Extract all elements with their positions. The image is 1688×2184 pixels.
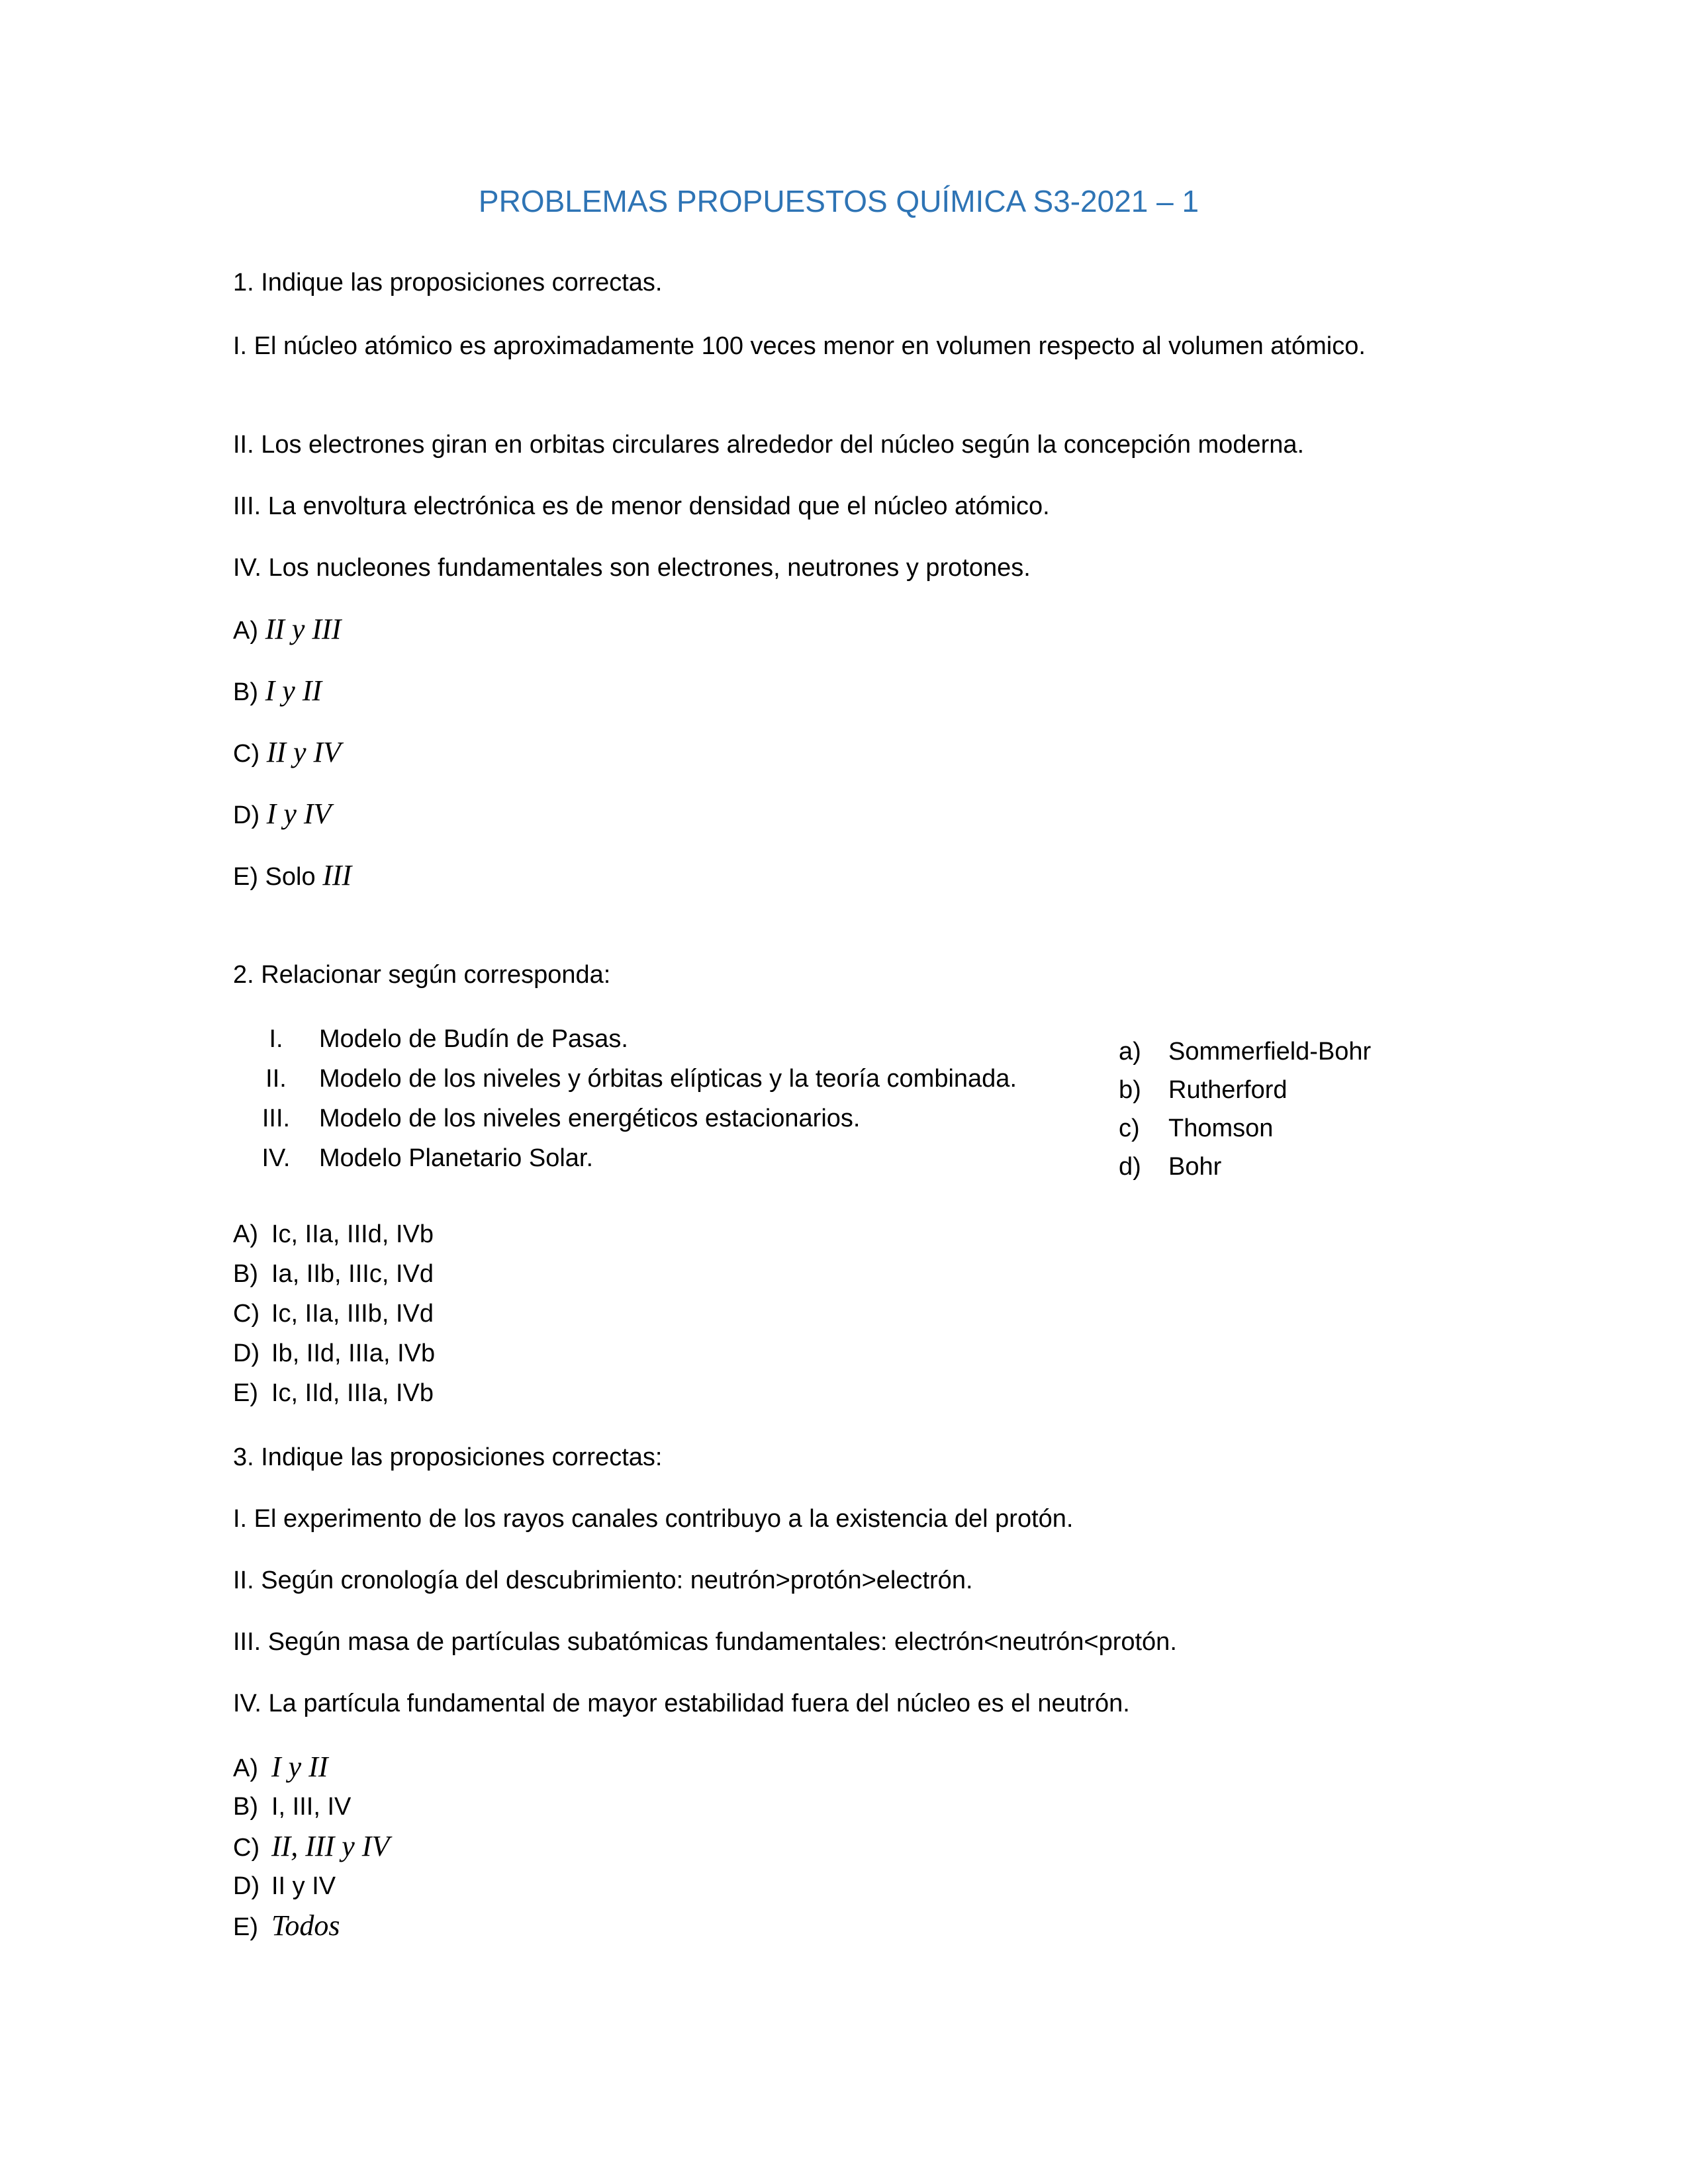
option-label: C): [233, 1834, 260, 1862]
list-item: [233, 1747, 389, 1787]
option-label: C): [233, 1300, 260, 1328]
option-text: Ib, IId, IIIa, IVb: [271, 1340, 436, 1367]
list-item: [233, 1099, 1017, 1138]
q2-scientists-list: [1119, 1032, 1371, 1186]
option-text: Ic, IIa, IIIb, IVd: [271, 1300, 434, 1328]
option-label: B): [233, 1260, 258, 1288]
q3-statement-1: I. El experimento de los rayos canales contribuyo a la existencia del protón.: [233, 1505, 1074, 1533]
option-math: II y IV: [266, 736, 342, 768]
option-label: A): [233, 617, 258, 645]
option-math: I y II: [265, 674, 322, 707]
list-item: [233, 1294, 435, 1334]
scientist-name: Thomson: [1168, 1115, 1274, 1142]
q3-statement-2: II. Según cronología del descubrimiento: neutrón>protón>electrón.: [233, 1567, 973, 1594]
option-math: I y II: [271, 1751, 328, 1783]
option-math: I y IV: [266, 797, 332, 830]
q1-prompt: 1. Indique las proposiciones correctas.: [233, 269, 663, 296]
list-item: [233, 1787, 389, 1827]
list-item: [1119, 1148, 1371, 1186]
list-item: [233, 1138, 1017, 1178]
q2-models-list: [233, 1019, 1017, 1178]
option-text: I, III, IV: [271, 1793, 352, 1821]
option-text: Ia, IIb, IIIc, IVd: [271, 1260, 434, 1288]
q1-statement-1: I. El núcleo atómico es aproximadamente 100 veces menor en volumen respecto al volumen atómico.: [233, 332, 1366, 360]
list-item: [233, 1019, 1017, 1059]
option-text: II y IV: [271, 1872, 336, 1900]
option-math: Todos: [271, 1909, 340, 1942]
list-item: [1119, 1071, 1371, 1109]
scientist-name: Bohr: [1168, 1153, 1222, 1181]
list-item: [1119, 1109, 1371, 1148]
option-math: III: [322, 859, 352, 891]
q3-statement-3: III. Según masa de partículas subatómicas fundamentales: electrón<neutrón<protón.: [233, 1628, 1177, 1656]
model-text: Modelo de los niveles y órbitas elípticas y la teoría combinada.: [319, 1065, 1017, 1093]
option-label: D): [233, 801, 260, 829]
option-label: A): [233, 1220, 258, 1248]
letter-label: c): [1119, 1115, 1140, 1142]
letter-label: d): [1119, 1153, 1141, 1181]
list-item: [233, 1214, 435, 1254]
list-item: [233, 1059, 1017, 1099]
option-label: D): [233, 1340, 260, 1367]
q1-option-a: [233, 612, 1444, 649]
q2-prompt: 2. Relacionar según corresponda:: [233, 961, 611, 989]
option-label: D): [233, 1872, 260, 1900]
q1-statement-3: III. La envoltura electrónica es de menor densidad que el núcleo atómico.: [233, 492, 1050, 520]
option-label: E) Solo: [233, 863, 316, 891]
q1-option-d: [233, 796, 1444, 833]
scientist-name: Rutherford: [1168, 1076, 1288, 1104]
model-text: Modelo de los niveles energéticos estacionarios.: [319, 1105, 861, 1132]
q2-options-list: [233, 1214, 435, 1413]
list-item: [1119, 1032, 1371, 1071]
roman-numeral: III.: [261, 1105, 291, 1132]
list-item: [233, 1334, 435, 1373]
option-label: B): [233, 678, 258, 706]
q1-option-e: [233, 858, 1444, 895]
q1-statement-2: II. Los electrones giran en orbitas circulares alrededor del núcleo según la concepción moderna.: [233, 431, 1305, 459]
q1-option-b: [233, 673, 1444, 710]
letter-label: b): [1119, 1076, 1141, 1104]
option-text: Ic, IIa, IIId, IVb: [271, 1220, 434, 1248]
option-math: II, III y IV: [271, 1830, 390, 1862]
q1-statement-4: IV. Los nucleones fundamentales son electrones, neutrones y protones.: [233, 554, 1031, 582]
list-item: [233, 1373, 435, 1413]
option-label: B): [233, 1793, 258, 1821]
option-text: Ic, IId, IIIa, IVb: [271, 1379, 434, 1407]
roman-numeral: I.: [269, 1025, 283, 1053]
list-item: [233, 1866, 389, 1906]
document-page: [233, 0, 1444, 2184]
scientist-name: Sommerfield-Bohr: [1168, 1038, 1372, 1066]
list-item: [233, 1906, 389, 1946]
model-text: Modelo Planetario Solar.: [319, 1144, 594, 1172]
letter-label: a): [1119, 1038, 1141, 1066]
roman-numeral: II.: [265, 1065, 287, 1093]
document-title: PROBLEMAS PROPUESTOS QUÍMICA S3-2021 – 1: [478, 184, 1199, 218]
q3-statement-4: IV. La partícula fundamental de mayor estabilidad fuera del núcleo es el neutrón.: [233, 1690, 1130, 1717]
list-item: [233, 1254, 435, 1294]
q3-prompt: 3. Indique las proposiciones correctas:: [233, 1443, 663, 1471]
list-item: [233, 1827, 389, 1866]
option-math: II y III: [265, 613, 342, 645]
roman-numeral: IV.: [261, 1144, 291, 1172]
option-label: E): [233, 1379, 258, 1407]
option-label: E): [233, 1913, 258, 1941]
q1-option-c: [233, 735, 1444, 772]
model-text: Modelo de Budín de Pasas.: [319, 1025, 628, 1053]
q3-options-list: [233, 1747, 389, 1946]
option-label: A): [233, 1754, 258, 1782]
option-label: C): [233, 740, 260, 768]
